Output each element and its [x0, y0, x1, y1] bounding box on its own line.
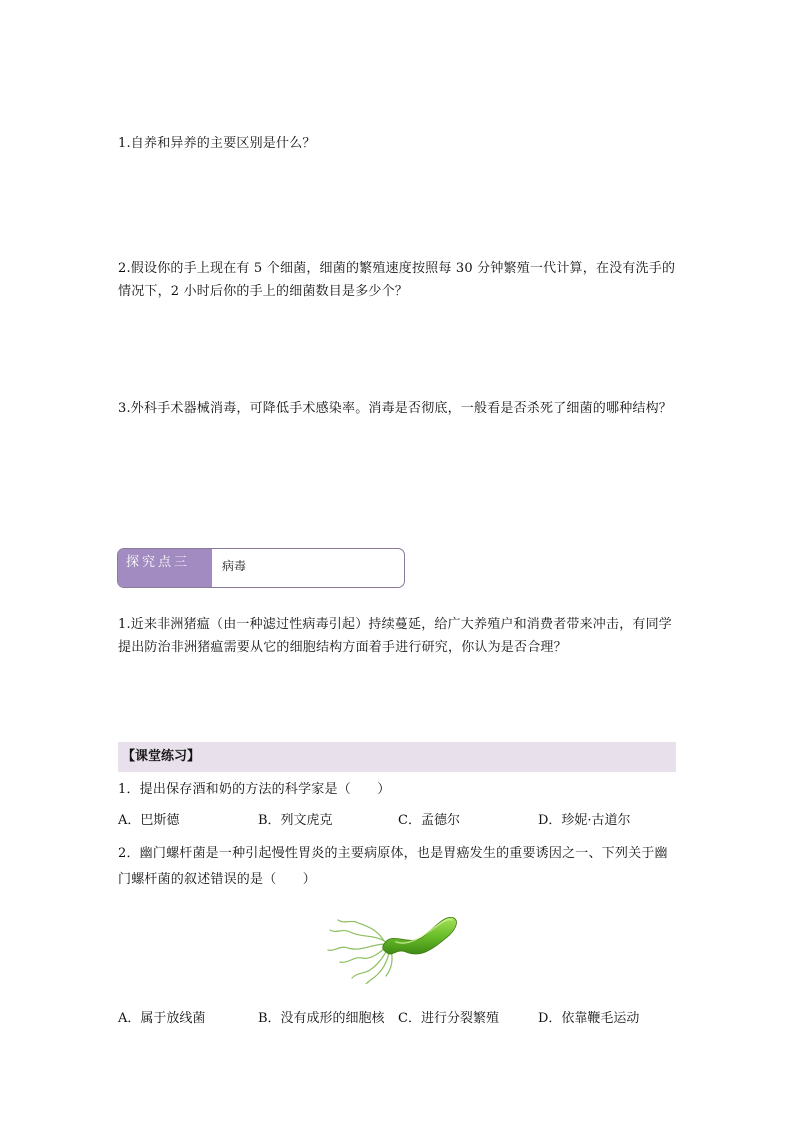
section-header-virus — [117, 548, 405, 588]
question-1-autotroph: 1.自养和异养的主要区别是什么？ — [118, 136, 316, 151]
option-a: A．属于放线菌 — [118, 1011, 206, 1026]
practice-question-2: 2．幽门螺杆菌是一种引起慢性胃炎的主要病原体，也是胃癌发生的重要诱因之一、下列关于幽门螺杆菌的叙述错误的是（ ） — [118, 846, 668, 887]
option-a: A．巴斯德 — [118, 813, 180, 828]
section3-question-1: 1.近来非洲猪瘟（由一种滤过性病毒引起）持续蔓延，给广大养殖户和消费者带来冲击，有同学提出防治非洲猪瘟需要从它的细胞结构方面着手进行研究，你认为是否合理？ — [118, 617, 673, 655]
helicobacter-bacterium-icon — [326, 908, 460, 988]
section-title: 病毒 — [222, 559, 247, 573]
practice-2-options — [118, 1008, 678, 1030]
question-2-bacteria-count: 2.假设你的手上现在有 5 个细菌，细菌的繁殖速度按照每 30 分钟繁殖一代计算，在没有洗手的情况下，2 小时后你的手上的细菌数目是多少个？ — [118, 261, 676, 299]
option-c: C．进行分裂繁殖 — [398, 1011, 499, 1026]
option-b: B．列文虎克 — [258, 813, 333, 828]
section-tag: 探究点三 — [118, 549, 212, 587]
option-b: B．没有成形的细胞核 — [258, 1011, 385, 1026]
practice-banner: 【课堂练习】 — [118, 742, 676, 772]
option-d: D．依靠鞭毛运动 — [538, 1011, 640, 1026]
option-d: D．珍妮·古道尔 — [538, 813, 631, 828]
question-3-sterilization: 3.外科手术器械消毒，可降低手术感染率。消毒是否彻底，一般看是否杀死了细菌的哪种结构？ — [118, 401, 673, 416]
practice-question-1: 1．提出保存酒和奶的方法的科学家是（ ） — [118, 782, 391, 797]
practice-1-options — [118, 810, 678, 832]
option-c: C．孟德尔 — [398, 813, 460, 828]
